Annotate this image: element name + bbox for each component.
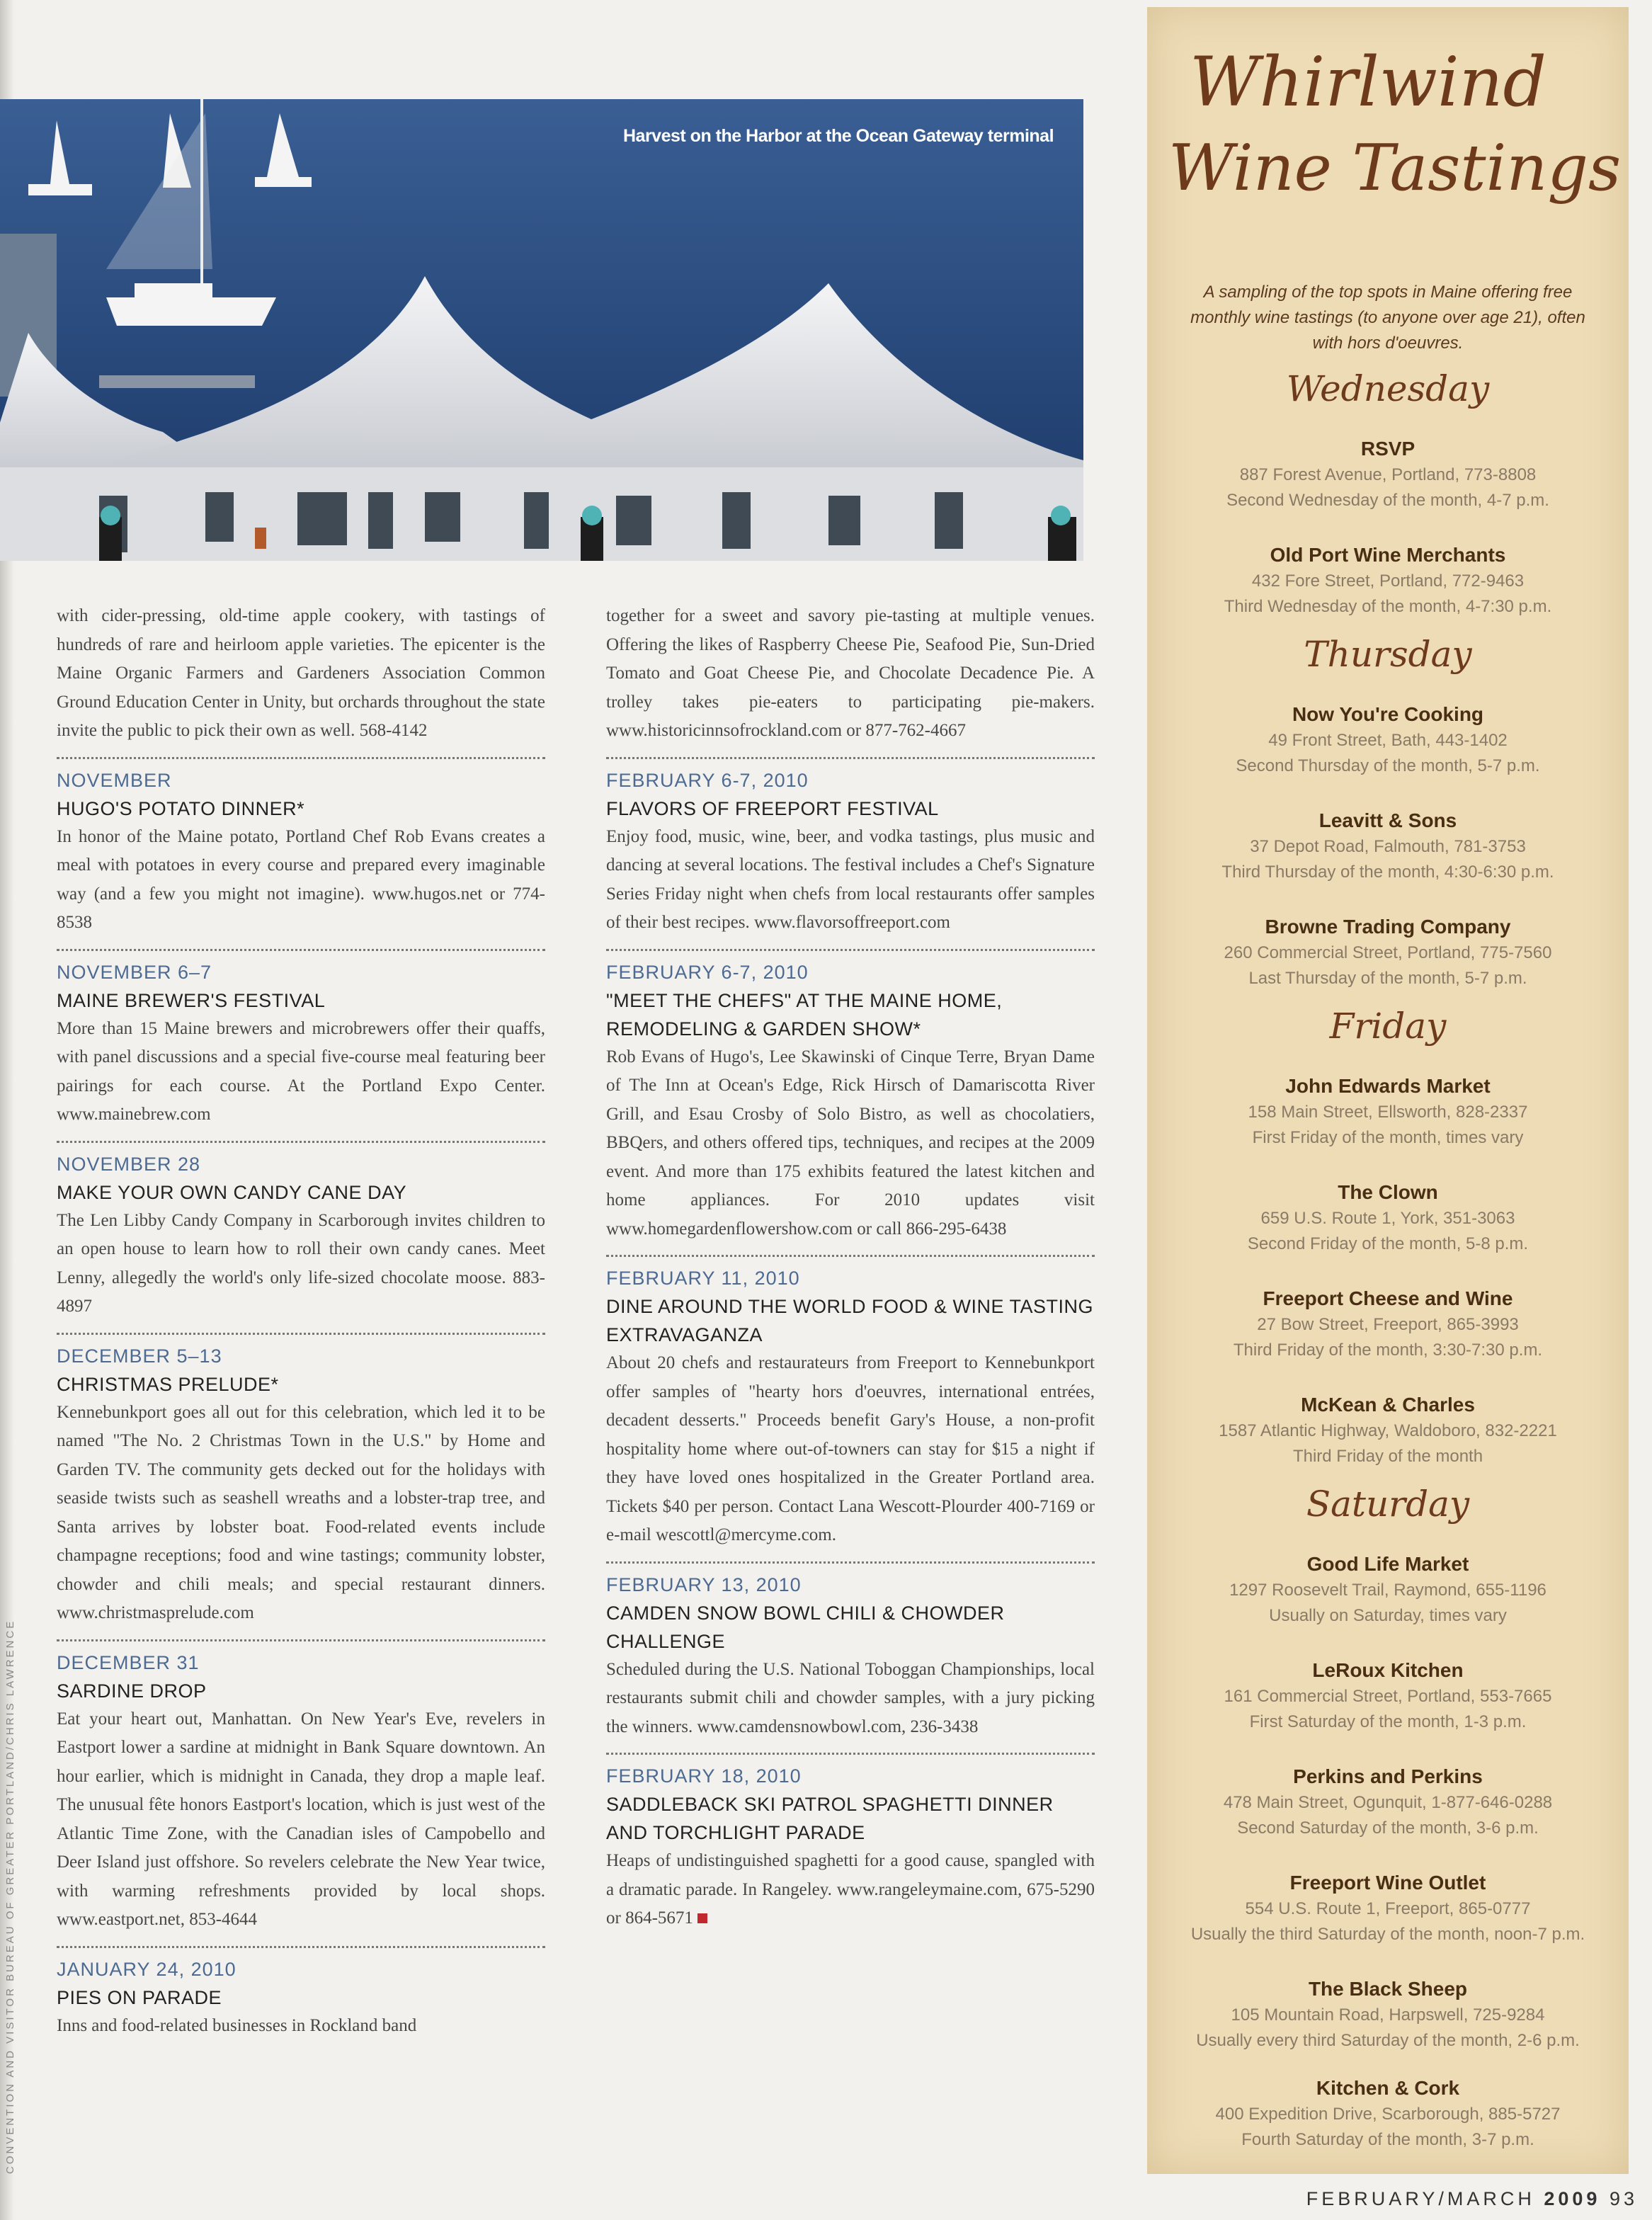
venue-name: Freeport Cheese and Wine [1263, 1287, 1513, 1309]
venue [1147, 1869, 1629, 1947]
venue-schedule: Third Friday of the month, 3:30-7:30 p.m. [1233, 1340, 1543, 1360]
day-heading-friday: Friday [1329, 1006, 1447, 1047]
venue-name: Now You're Cooking [1292, 703, 1484, 725]
venue [1147, 913, 1629, 991]
day-heading-wednesday: Wednesday [1286, 368, 1490, 409]
venue-name: Browne Trading Company [1265, 916, 1511, 938]
venue-schedule: Second Thursday of the month, 5-7 p.m. [1236, 756, 1540, 775]
event-title: PIES ON PARADE [57, 1986, 222, 2008]
continued-text: with cider-pressing, old-time apple cookery, with tastings of hundreds of rare and heirloom apple varieties. The epicenter is the Maine Organic Farmers and Gardeners Association Common Ground Education Center in Unity, but orchards throughout the state invite the public to pick their own as well. 568-4142 [57, 606, 545, 740]
divider [57, 757, 545, 759]
event-title: CHRISTMAS PRELUDE* [57, 1373, 279, 1395]
venue-schedule: Last Thursday of the month, 5-7 p.m. [1248, 969, 1527, 988]
venue-schedule: Fourth Saturday of the month, 3-7 p.m. [1241, 2130, 1534, 2149]
divider [606, 1255, 1095, 1257]
sidebar-title-line2: Wine Tastings [1168, 131, 1622, 205]
divider [606, 757, 1095, 759]
event-description-text: Heaps of undistinguished spaghetti for a good cause, spangled with a dramatic parade. In Rangeley. www.rangeleymaine.com, 675-5290 or 864-5671 [606, 1851, 1095, 1928]
venue-schedule: Usually on Saturday, times vary [1269, 1606, 1507, 1625]
venue-name: Old Port Wine Merchants [1270, 544, 1506, 566]
event-description: Enjoy food, music, wine, beer, and vodka tastings, plus music and dancing at several locations. The festival includes a Chef's Signature Series Friday night when chefs from local restaurants offer samples of their best recipes. www.flavorsoffreeport.com [606, 826, 1095, 932]
event-description: Scheduled during the U.S. National Toboggan Championships, local restaurants submit chili and chowder samples, with a jury picking the winners. www.camdensnowbowl.com, 236-3438 [606, 1659, 1095, 1736]
divider [606, 949, 1095, 951]
venue [1147, 1763, 1629, 1841]
end-mark-icon [697, 1913, 707, 1923]
venue-name: Good Life Market [1306, 1553, 1469, 1575]
venue-schedule: Third Friday of the month [1292, 1447, 1483, 1466]
event-description: The Len Libby Candy Company in Scarborough invites children to an open house to learn how to roll their own candy canes. Meet Lenny, allegedly the world's only life-sized chocolate moose. 883-4897 [57, 1210, 545, 1316]
event-title: "MEET THE CHEFS" AT THE MAINE HOME, REMODELING & GARDEN SHOW* [606, 989, 1003, 1040]
divider [57, 1141, 545, 1143]
event-date: DECEMBER 31 [57, 1651, 200, 1673]
page-footer [1306, 2188, 1638, 2210]
venue-name: RSVP [1360, 438, 1415, 460]
event-description: More than 15 Maine brewers and microbrewers offer their quaffs, with panel discussions and a special five-course meal featuring beer pairings for each course. At the Portland Expo Center. www.mainebrew.com [57, 1018, 545, 1124]
event-title: SARDINE DROP [57, 1680, 207, 1702]
venue-name: LeRoux Kitchen [1312, 1659, 1464, 1681]
page-number: 93 [1609, 2188, 1638, 2209]
event-description [606, 1847, 1095, 1933]
venue-schedule: Second Saturday of the month, 3-6 p.m. [1237, 1818, 1539, 1838]
venue-schedule: Third Thursday of the month, 4:30-6:30 p.m. [1221, 863, 1554, 882]
venue-schedule: Third Wednesday of the month, 4-7:30 p.m. [1224, 597, 1552, 616]
day-heading-saturday: Saturday [1306, 1484, 1470, 1525]
venue-address: 161 Commercial Street, Portland, 553-7665 [1224, 1687, 1552, 1706]
event-date: FEBRUARY 6-7, 2010 [606, 769, 809, 791]
venue-address: 260 Commercial Street, Portland, 775-7560 [1224, 943, 1552, 962]
event-date: FEBRUARY 18, 2010 [606, 1765, 802, 1787]
venue [1147, 701, 1629, 779]
divider [606, 1753, 1095, 1755]
issue-year: 2009 [1544, 2188, 1601, 2209]
event-date: FEBRUARY 11, 2010 [606, 1268, 800, 1289]
divider [57, 1639, 545, 1641]
venue-address: 49 Front Street, Bath, 443-1402 [1268, 731, 1508, 750]
venue-name: Perkins and Perkins [1293, 1765, 1483, 1787]
event-description: About 20 chefs and restaurateurs from Freeport to Kennebunkport offer samples of "hearty hors d'oeuvres, international entrées, decadent desserts." Proceeds benefit Gary's House, a non-profit hospitality home where out-of-towners can stay for $15 a night if they have loved ones hospitalized in the Greater Portland area. Tickets $40 per person. Contact Lana Wescott-Plourder 400-7169 or e-mail wescottl@mercyme.com. [606, 1353, 1095, 1544]
issue-label: FEBRUARY/MARCH [1306, 2188, 1535, 2209]
photo-credit: CONVENTION AND VISITOR BUREAU OF GREATER PORTLAND/CHRIS LAWRENCE [4, 1619, 16, 2174]
divider [606, 1561, 1095, 1564]
divider [57, 949, 545, 951]
day-heading-thursday: Thursday [1304, 634, 1472, 675]
venue [1147, 807, 1629, 885]
event-date: FEBRUARY 13, 2010 [606, 1573, 802, 1595]
venue-address: 554 U.S. Route 1, Freeport, 865-0777 [1245, 1899, 1531, 1918]
event-date: DECEMBER 5–13 [57, 1345, 222, 1367]
events-column-2 [606, 602, 1095, 1933]
venue-schedule: First Saturday of the month, 1-3 p.m. [1249, 1712, 1527, 1731]
venue-address: 400 Expedition Drive, Scarborough, 885-5727 [1215, 2105, 1561, 2124]
venue [1147, 1551, 1629, 1629]
venue-address: 27 Bow Street, Freeport, 865-3993 [1257, 1315, 1519, 1334]
venue-name: Freeport Wine Outlet [1289, 1872, 1486, 1894]
venue-address: 37 Depot Road, Falmouth, 781-3753 [1250, 837, 1526, 856]
event-description: In honor of the Maine potato, Portland Chef Rob Evans creates a meal with potatoes in every course and prepared every imaginable way (and a few you might not imagine). www.hugos.net or 774-8538 [57, 826, 545, 932]
event-title: SADDLEBACK SKI PATROL SPAGHETTI DINNER AND TORCHLIGHT PARADE [606, 1794, 1054, 1843]
venue [1147, 1657, 1629, 1735]
event-date: NOVEMBER [57, 769, 172, 791]
venue-address: 105 Mountain Road, Harpswell, 725-9284 [1231, 2005, 1545, 2025]
venue-name: John Edwards Market [1285, 1075, 1491, 1097]
event-date: FEBRUARY 6-7, 2010 [606, 961, 809, 983]
divider [57, 1946, 545, 1948]
event-date: JANUARY 24, 2010 [57, 1958, 237, 1980]
event-description: Kennebunkport goes all out for this celebration, which led it to be named "The No. 2 Christmas Town in the U.S." by Home and Garden TV. The community gets decked out for the holidays with seaside twists such as seashell wreaths and a lobster-trap tree, and Santa arrives by lobster boat. Food-related events include champagne receptions; food and wine tastings; community lobster, chowder and chili meals; and special restaurant dinners. www.christmasprelude.com [57, 1402, 545, 1622]
venue [1147, 436, 1629, 513]
wine-tastings-sidebar [1147, 7, 1629, 2174]
harbor-photo [0, 99, 1083, 561]
venue-address: 887 Forest Avenue, Portland, 773-8808 [1239, 465, 1537, 484]
venue-schedule: Usually the third Saturday of the month, noon-7 p.m. [1190, 1925, 1585, 1944]
venue-address: 1297 Roosevelt Trail, Raymond, 655-1196 [1229, 1581, 1546, 1600]
venue-address: 158 Main Street, Ellsworth, 828-2337 [1248, 1103, 1528, 1122]
photo-caption: Harvest on the Harbor at the Ocean Gateway terminal [623, 126, 1054, 146]
continued-text: together for a sweet and savory pie-tasting at multiple venues. Offering the likes of Raspberry Cheese Pie, Seafood Pie, Sun-Dried Tomato and Goat Cheese Pie, and Chocolate Decadence Pie. A trolley takes pie-eaters to participating pie-makers. www.historicinnsofrockland.com or 877-762-4667 [606, 606, 1095, 740]
venue-schedule: Usually every third Saturday of the month, 2-6 p.m. [1196, 2031, 1580, 2050]
event-title: HUGO'S POTATO DINNER* [57, 797, 305, 819]
event-description: Inns and food-related businesses in Rockland band [57, 2015, 417, 2035]
event-date: NOVEMBER 28 [57, 1153, 201, 1175]
event-date: NOVEMBER 6–7 [57, 961, 212, 983]
venue [1147, 2075, 1629, 2153]
venue-address: 432 Fore Street, Portland, 772-9463 [1251, 571, 1525, 591]
event-description: Rob Evans of Hugo's, Lee Skawinski of Cinque Terre, Bryan Dame of The Inn at Ocean's Edge, Rick Hirsch of Damariscotta River Grill, and Esau Crosby of Solo Bistro, as well as chocolatiers, BBQers, and others offered tips, techniques, and recipes at the 2009 event. And more than 175 exhibits featured the latest kitchen and home appliances. For 2010 updates visit www.homegardenflowershow.com or call 866-295-6438 [606, 1047, 1095, 1239]
event-title: FLAVORS OF FREEPORT FESTIVAL [606, 797, 939, 819]
venue [1147, 1179, 1629, 1257]
sidebar-title-line1: Whirlwind [1190, 42, 1546, 122]
venue [1147, 1073, 1629, 1151]
venue-name: McKean & Charles [1301, 1394, 1475, 1416]
event-title: MAINE BREWER'S FESTIVAL [57, 989, 326, 1011]
venue [1147, 1976, 1629, 2054]
event-description: Eat your heart out, Manhattan. On New Year's Eve, revelers in Eastport lower a sardine at midnight in Bank Square downtown. An hour earlier, which is midnight in Canada, they drop a maple leaf. The unusual fête honors Eastport's location, which is just west of the Atlantic Time Zone, with the Canadian isles of Campobello and Deer Island just offshore. So revelers celebrate the New Year twice, with warming refreshments provided by local shops. www.eastport.net, 853-4644 [57, 1709, 545, 1929]
venue-name: Kitchen & Cork [1316, 2077, 1460, 2099]
venue [1147, 1285, 1629, 1363]
event-title: DINE AROUND THE WORLD FOOD & WINE TASTING EXTRAVAGANZA [606, 1296, 1094, 1345]
venue-schedule: First Friday of the month, times vary [1252, 1128, 1524, 1147]
venue-address: 659 U.S. Route 1, York, 351-3063 [1260, 1209, 1515, 1228]
venue-address: 478 Main Street, Ogunquit, 1-877-646-0288 [1223, 1793, 1553, 1812]
venue-name: The Black Sheep [1308, 1978, 1468, 2000]
venue-schedule: Second Wednesday of the month, 4-7 p.m. [1226, 491, 1549, 510]
events-column-1 [57, 602, 545, 2040]
event-title: CAMDEN SNOW BOWL CHILI & CHOWDER CHALLENGE [606, 1602, 1005, 1652]
venue-name: The Clown [1338, 1181, 1438, 1203]
harbor-illustration [0, 99, 1083, 561]
event-title: MAKE YOUR OWN CANDY CANE DAY [57, 1181, 407, 1203]
venue-name: Leavitt & Sons [1318, 809, 1457, 831]
venue-schedule: Second Friday of the month, 5-8 p.m. [1247, 1234, 1529, 1253]
sidebar-intro: A sampling of the top spots in Maine offering free monthly wine tastings (to anyone over age 21), often with hors d'oeuvres. [1190, 283, 1585, 353]
venue [1147, 1391, 1629, 1469]
venue [1147, 542, 1629, 620]
venue-address: 1587 Atlantic Highway, Waldoboro, 832-2221 [1219, 1421, 1557, 1440]
divider [57, 1333, 545, 1335]
